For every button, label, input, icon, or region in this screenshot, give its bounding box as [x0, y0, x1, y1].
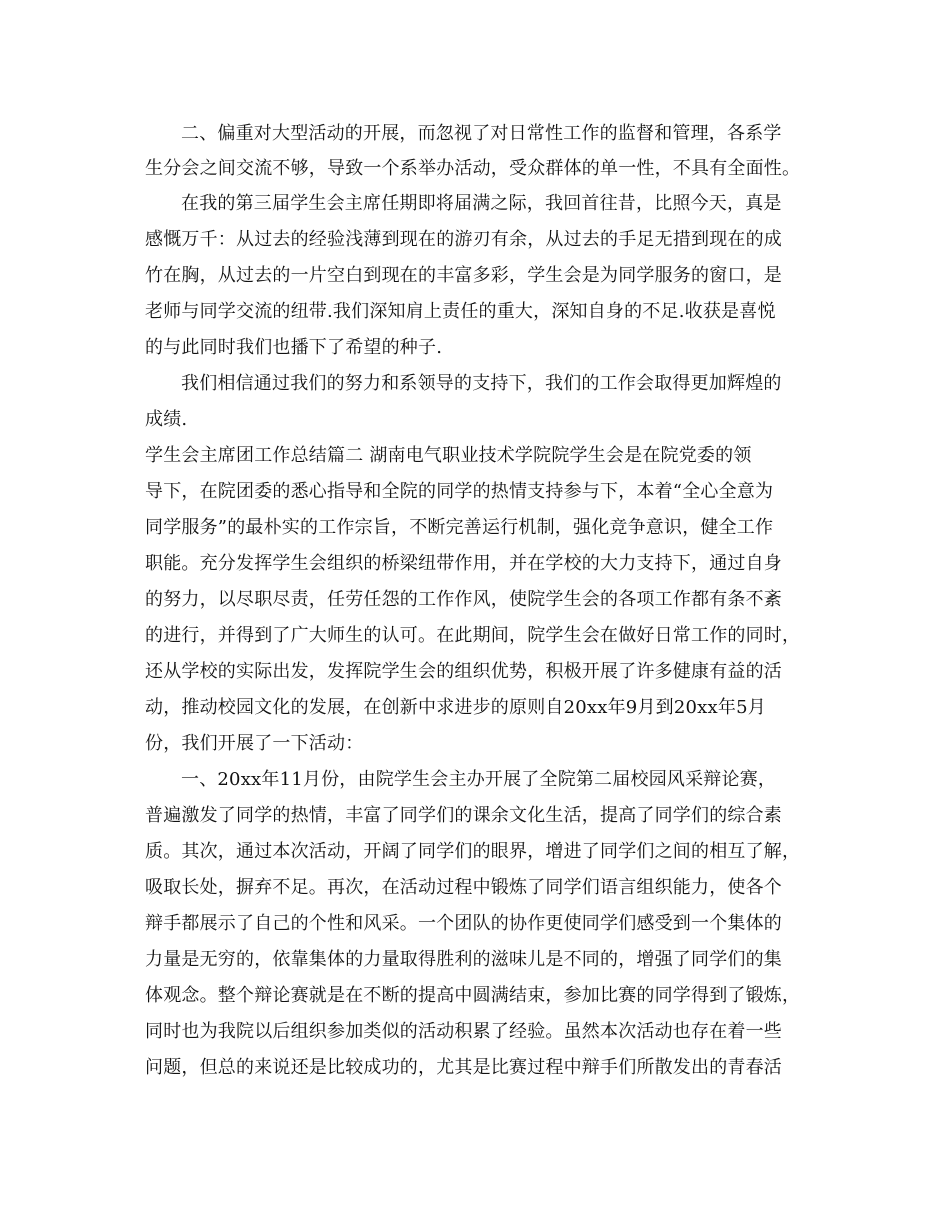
text-line: 体观念。整个辩论赛就是在不断的提高中圆满结束，参加比赛的同学得到了锻炼，	[145, 985, 801, 1006]
text-line: 的努力，以尽职尽责，任劳任怨的工作作风，使院学生会的各项工作都有条不紊	[145, 589, 782, 610]
text-line: 同学服务”的最朴实的工作宗旨，不断完善运行机制，强化竞争意识，健全工作	[145, 517, 774, 538]
text-line: 同时也为我院以后组织参加类似的活动积累了经验。虽然本次活动也存在着一些	[145, 1021, 782, 1042]
text-line: 的与此同时我们也播下了希望的种子.	[145, 337, 443, 358]
text-line: 力量是无穷的，依靠集体的力量取得胜利的滋味儿是不同的，增强了同学们的集	[145, 949, 782, 970]
text-line: 动，推动校园文化的发展，在创新中求进步的原则自20xx年9月到20xx年5月	[145, 697, 766, 718]
text-line: 问题，但总的来说还是比较成功的，尤其是比赛过程中辩手们所散发出的青春活	[145, 1057, 782, 1078]
text-line: 在我的第三届学生会主席任期即将届满之际，我回首往昔，比照今天，真是	[181, 193, 782, 214]
text-line: 二、偏重对大型活动的开展，而忽视了对日常性工作的监督和管理，各系学	[181, 123, 782, 144]
text-line: 辩手都展示了自己的个性和风采。一个团队的协作更使同学们感受到一个集体的	[145, 913, 782, 934]
text-line: 导下，在院团委的悉心指导和全院的同学的热情支持参与下，本着“全心全意为	[145, 481, 774, 502]
text-line: 质。其次，通过本次活动，开阔了同学们的眼界，增进了同学们之间的相互了解，	[145, 841, 801, 862]
text-line: 的进行，并得到了广大师生的认可。在此期间，院学生会在做好日常工作的同时，	[145, 625, 801, 646]
text-line: 一、20xx年11月份，由院学生会主办开展了全院第二届校园风采辩论赛，	[181, 769, 777, 790]
text-line: 成绩.	[145, 409, 188, 430]
text-line: 普遍激发了同学的热情，丰富了同学们的课余文化生活，提高了同学们的综合素	[145, 805, 782, 826]
text-line: 老师与同学交流的纽带.我们深知肩上责任的重大，深知自身的不足.收获是喜悦	[145, 301, 776, 322]
text-line: 竹在胸，从过去的一片空白到现在的丰富多彩，学生会是为同学服务的窗口，是	[145, 265, 782, 286]
text-line: 生分会之间交流不够，导致一个系举办活动，受众群体的单一性，不具有全面性。	[145, 158, 801, 179]
text-line: 份，我们开展了一下活动：	[145, 733, 364, 754]
text-line: 感慨万千：从过去的经验浅薄到现在的游刃有余，从过去的手足无措到现在的成	[145, 229, 782, 250]
text-line: 还从学校的实际出发，发挥院学生会的组织优势，积极开展了许多健康有益的活	[145, 661, 782, 682]
text-line: 吸取长处，摒弃不足。再次，在活动过程中锻炼了同学们语言组织能力，使各个	[145, 877, 782, 898]
text-line: 职能。充分发挥学生会组织的桥梁纽带作用，并在学校的大力支持下，通过自身	[145, 553, 782, 574]
text-line: 我们相信通过我们的努力和系领导的支持下，我们的工作会取得更加辉煌的	[181, 373, 782, 394]
section-heading-line: 学生会主席团工作总结篇二 湖南电气职业技术学院院学生会是在院党委的领	[145, 445, 752, 466]
